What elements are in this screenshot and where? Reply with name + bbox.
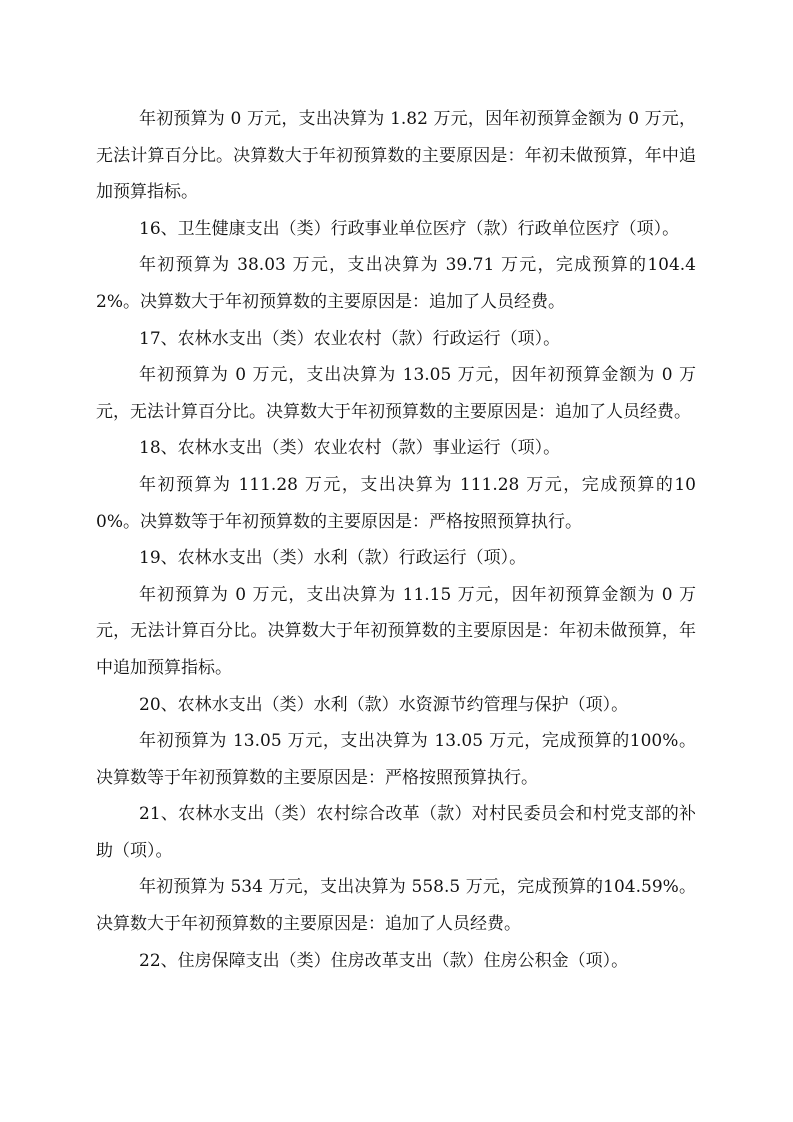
paragraph-item-19: 19、农林水支出（类）水利（款）行政运行（项）。 — [139, 548, 527, 569]
paragraph-budget-16: 年初预算为 38.03 万元，支出决算为 39.71 万元，完成预算的104.42%。决算数大于年初预算数的主要原因是：追加了人员经费。 — [96, 255, 696, 312]
paragraph-item-16: 16、卫生健康支出（类）行政事业单位医疗（款）行政单位医疗（项）。 — [139, 218, 680, 239]
paragraph-item-21: 21、农林水支出（类）农村综合改革（款）对村民委员会和村党支部的补助（项）。 — [96, 804, 696, 861]
paragraph-item-22: 22、住房保障支出（类）住房改革支出（款）住房公积金（项）。 — [139, 950, 629, 971]
paragraph-budget-17: 年初预算为 0 万元，支出决算为 13.05 万元，因年初预算金额为 0 万元，无法计算百分比。决算数大于年初预算数的主要原因是：追加了人员经费。 — [96, 365, 696, 422]
paragraph-budget-20: 年初预算为 13.05 万元，支出决算为 13.05 万元，完成预算的100%。决算数等于年初预算数的主要原因是：严格按照预算执行。 — [96, 731, 696, 788]
paragraph-budget-21: 年初预算为 534 万元，支出决算为 558.5 万元，完成预算的104.59%。决算数大于年初预算数的主要原因是：追加了人员经费。 — [96, 877, 696, 935]
paragraph-item-20: 20、农林水支出（类）水利（款）水资源节约管理与保护（项）。 — [139, 694, 629, 715]
document-body — [96, 101, 696, 979]
paragraph-budget-1: 年初预算为 0 万元，支出决算为 1.82 万元，因年初预算金额为 0 万元，无法计算百分比。决算数大于年初预算数的主要原因是：年初未做预算，年中追加预算指标。 — [96, 109, 696, 203]
paragraph-item-18: 18、农林水支出（类）农业农村（款）事业运行（项）。 — [139, 438, 561, 459]
paragraph-budget-19: 年初预算为 0 万元，支出决算为 11.15 万元，因年初预算金额为 0 万元，无法计算百分比。决算数大于年初预算数的主要原因是：年初未做预算，年中追加预算指标。 — [96, 584, 696, 678]
paragraph-budget-18: 年初预算为 111.28 万元，支出决算为 111.28 万元，完成预算的100%。决算数等于年初预算数的主要原因是：严格按照预算执行。 — [96, 474, 696, 532]
paragraph-item-17: 17、农林水支出（类）农业农村（款）行政运行（项）。 — [139, 328, 561, 349]
